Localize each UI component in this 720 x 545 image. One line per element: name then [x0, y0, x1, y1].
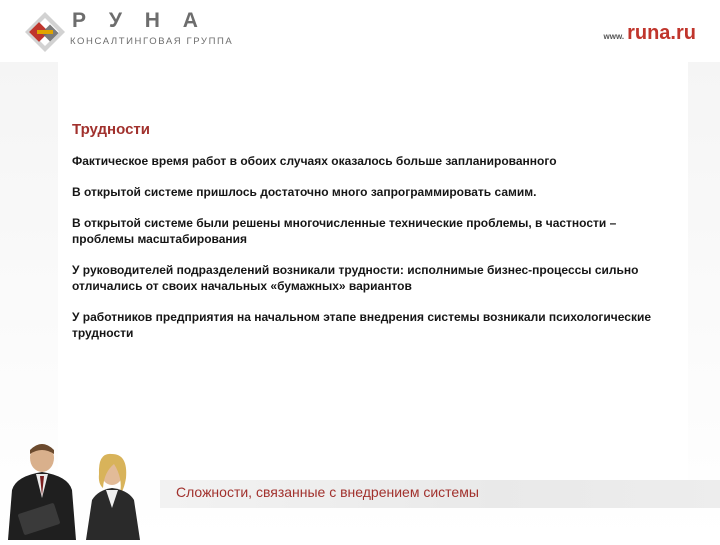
- business-people-illustration: [0, 438, 160, 540]
- footer-title: Сложности, связанные с внедрением системы: [176, 484, 479, 500]
- logo-letter: У: [108, 9, 122, 32]
- list-item: У руководителей подразделений возникали трудности: исполнимые бизнес-процессы сильно отличались от своих начальных «бумажных» вариантов: [72, 263, 639, 293]
- site-url: [604, 22, 697, 45]
- logo-letter: Р: [72, 9, 87, 32]
- list-item: Фактическое время работ в обоих случаях оказалось больше запланированного: [72, 154, 557, 168]
- list-item: В открытой системе пришлось достаточно много запрограммировать самим.: [72, 185, 537, 199]
- logo-wordmark: [72, 10, 198, 32]
- logo-subtitle: КОНСАЛТИНГОВАЯ ГРУППА: [70, 36, 234, 47]
- slide-title: Трудности: [72, 121, 150, 138]
- runa-logo-icon: [24, 11, 66, 53]
- bullet-list: [72, 153, 662, 356]
- site-url-prefix: www.: [603, 32, 625, 41]
- list-item: В открытой системе были решены многочисленные технические проблемы, в частности – проблемы масштабирования: [72, 216, 617, 246]
- header: [0, 0, 720, 62]
- logo-letter: Н: [144, 9, 160, 32]
- list-item: У работников предприятия на начальном этапе внедрения системы возникали психологические трудности: [72, 310, 652, 340]
- logo-letter: А: [182, 9, 198, 32]
- site-url-domain: runa.ru: [627, 22, 696, 44]
